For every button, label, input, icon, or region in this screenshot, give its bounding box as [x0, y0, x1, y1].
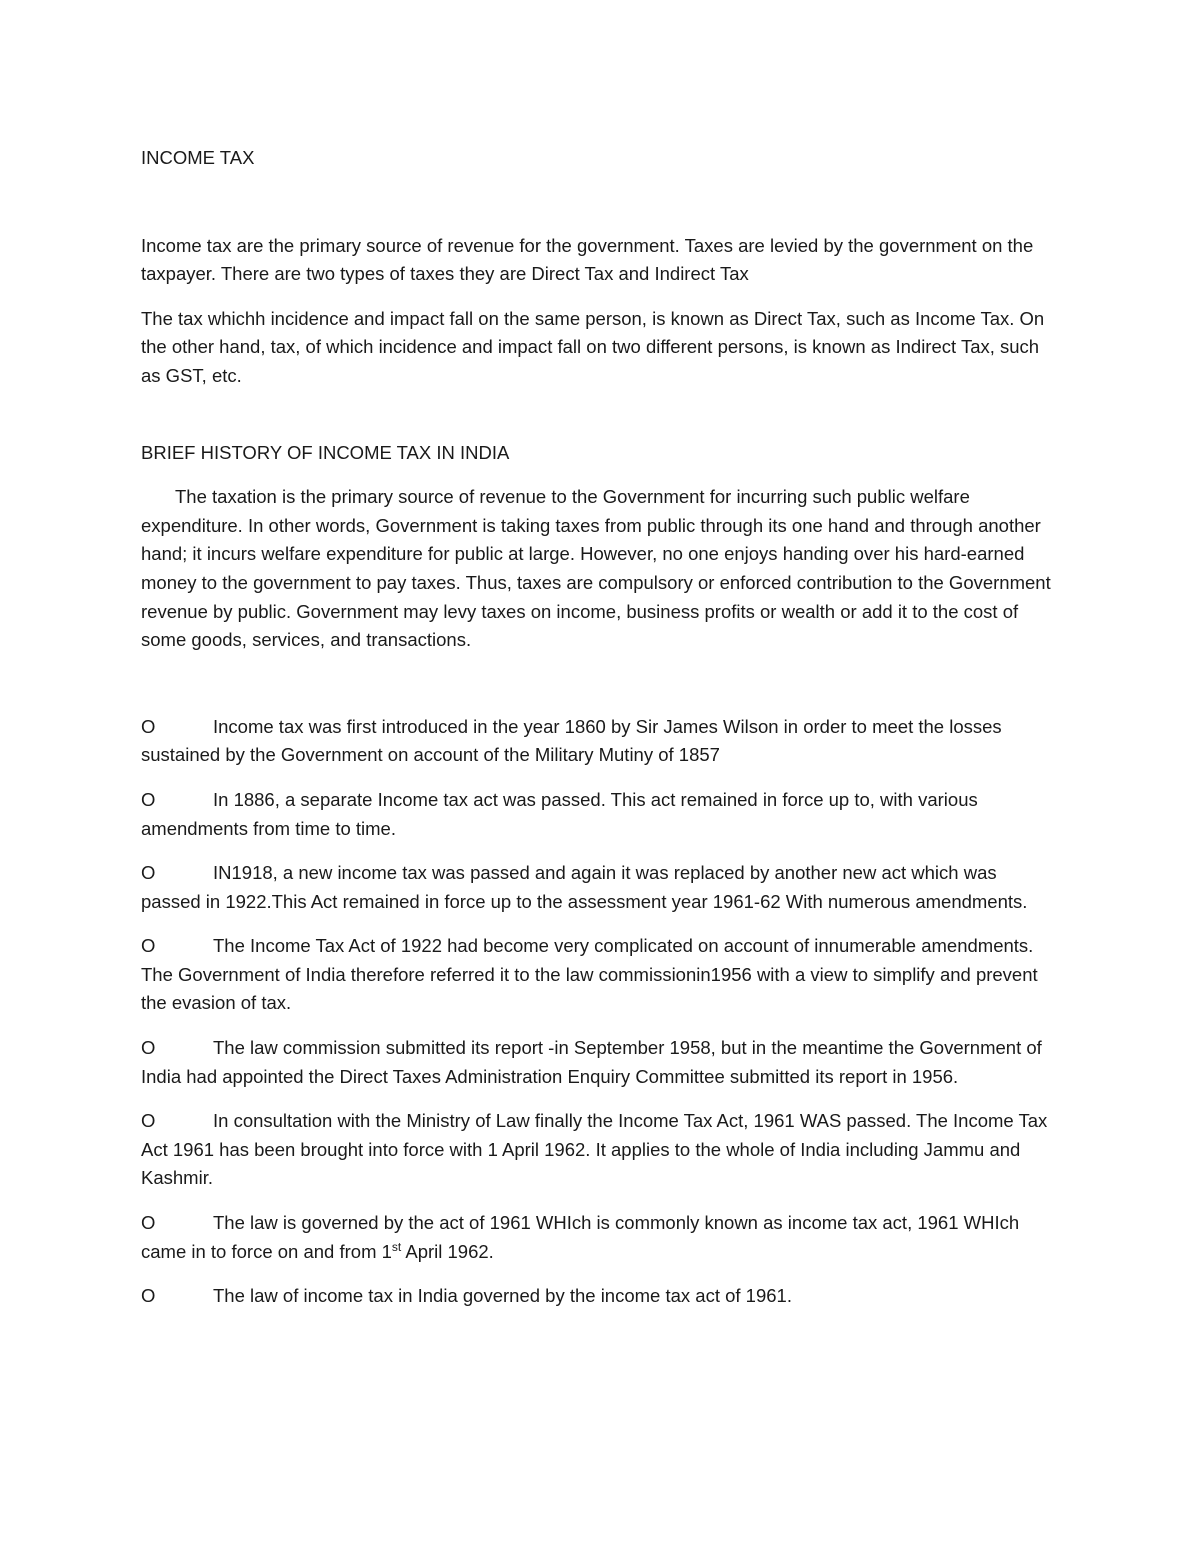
bullet-marker: O: [141, 788, 156, 810]
list-item-text: In 1886, a separate Income tax act was passed. This act remained in force up to, with various amendments from time to time.: [141, 788, 978, 839]
list-item: [141, 1107, 1060, 1193]
document-title: INCOME TAX: [141, 147, 255, 168]
bullet-marker: O: [141, 1285, 156, 1307]
list-item: [141, 1034, 1060, 1091]
history-heading: BRIEF HISTORY OF INCOME TAX IN INDIA: [141, 441, 510, 463]
list-item-text: The law commission submitted its report -in September 1958, but in the meantime the Government of India had appointed the Direct Taxes Administration Enquiry Committee submitted its report in 1956.: [141, 1037, 1042, 1087]
bullet-marker: O: [141, 1212, 156, 1234]
list-item-text-before: The law is governed by the act of 1961 WHIch is commonly known as income tax act, 1961 WHIch came in to force on and from 1: [141, 1212, 1020, 1262]
list-item-text: The law of income tax in India governed by the income tax act of 1961.: [213, 1285, 792, 1307]
list-item-text-after: April 1962.: [401, 1240, 494, 1262]
superscript-ordinal: st: [391, 1239, 402, 1254]
list-item-text: In consultation with the Ministry of Law finally the Income Tax Act, 1961 WAS passed. The Income Tax Act 1961 has been brought into force with 1 April 1962. It applies to the whole of India including Jammu and Kashmir.: [141, 1110, 1048, 1189]
bullet-marker: O: [141, 862, 156, 884]
bullet-marker: O: [141, 1037, 156, 1059]
bullet-marker: O: [141, 1110, 156, 1132]
list-item: [141, 932, 1060, 1018]
list-item-text: Income tax was first introduced in the year 1860 by Sir James Wilson in order to meet the losses sustained by the Government on account of the Military Mutiny of 1857: [141, 715, 1002, 766]
history-bullet-list: [141, 713, 1060, 1311]
list-item: [141, 1209, 1060, 1266]
history-paragraph: The taxation is the primary source of revenue to the Government for incurring such public welfare expenditure. In other words, Government is taking taxes from public through its one hand and through another hand; it incurs welfare expenditure for public at large. However, no one enjoys handing over his hard-earned money to the government to pay taxes. Thus, taxes are compulsory or enforced contribution to the Government revenue by public. Government may levy taxes on income, business profits or wealth or add it to the cost of some goods, services, and transactions.: [141, 486, 1051, 651]
list-item-text: The Income Tax Act of 1922 had become very complicated on account of innumerable amendments. The Government of India therefore referred it to the law commissionin1956 with a view to simplify and prevent the evasion of tax.: [141, 935, 1038, 1014]
bullet-marker: O: [141, 715, 156, 737]
intro-paragraph-1: Income tax are the primary source of revenue for the government. Taxes are levied by the government on the taxpayer. There are two types of taxes they are Direct Tax and Indirect Tax: [141, 234, 1034, 285]
list-item-text: IN1918, a new income tax was passed and again it was replaced by another new act which was passed in 1922.This Act remained in force up to the assessment year 1961-62 With numerous amendments.: [141, 862, 1028, 912]
intro-paragraph-2: The tax whichh incidence and impact fall on the same person, is known as Direct Tax, such as Income Tax. On the other hand, tax, of which incidence and impact fall on two different persons, is known as Indirect Tax, such as GST, etc.: [141, 307, 1045, 386]
list-item: [141, 859, 1060, 916]
list-item: [141, 713, 1060, 770]
list-item: [141, 1282, 1060, 1311]
list-item: [141, 786, 1060, 843]
bullet-marker: O: [141, 935, 156, 957]
